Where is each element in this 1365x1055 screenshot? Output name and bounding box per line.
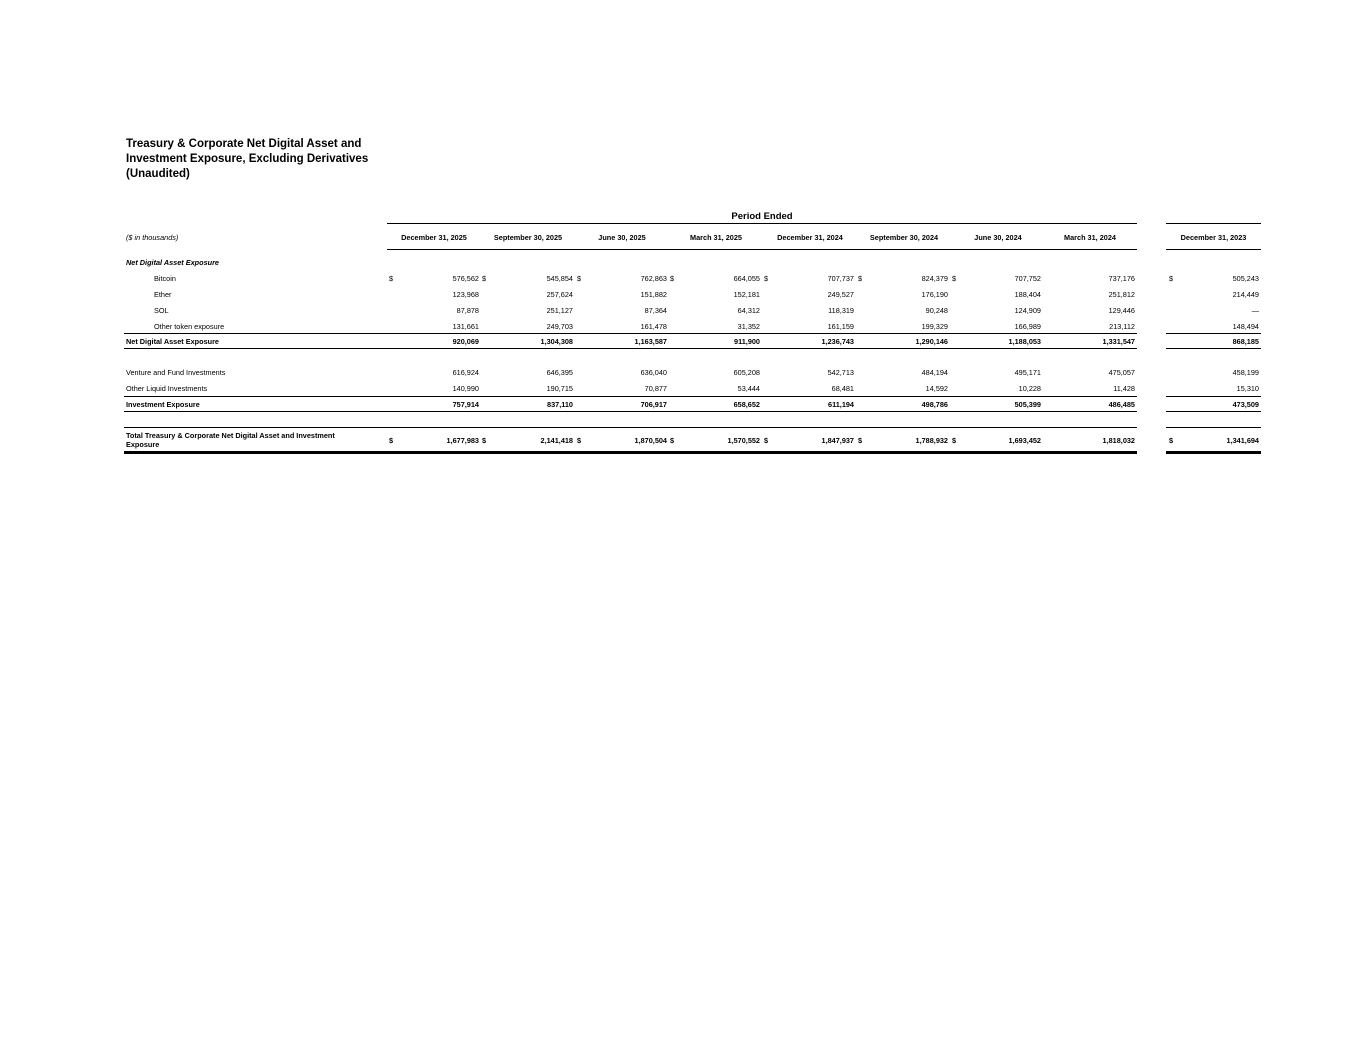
value-cell: 475,057 xyxy=(1108,368,1135,377)
currency-symbol: $ xyxy=(482,274,487,283)
column-header: December 31, 2023 xyxy=(1180,233,1247,242)
value-cell: 251,127 xyxy=(546,306,573,315)
column-header: December 31, 2024 xyxy=(777,233,843,242)
value-cell: 737,176 xyxy=(1108,274,1135,283)
value-cell: 140,990 xyxy=(452,384,479,393)
value-cell: 837,110 xyxy=(547,400,573,409)
subtotal-rule xyxy=(1166,333,1261,334)
value-cell: 70,877 xyxy=(644,384,667,393)
currency-symbol: $ xyxy=(1169,436,1174,445)
value-cell: 188,404 xyxy=(1014,290,1041,299)
value-cell: 1,677,983 xyxy=(446,436,479,445)
value-cell: 484,194 xyxy=(921,368,948,377)
column-header: June 30, 2024 xyxy=(974,233,1022,242)
subtotal-rule xyxy=(1166,348,1261,349)
value-cell: 458,199 xyxy=(1232,368,1259,377)
value-cell: 249,527 xyxy=(827,290,854,299)
period-ended-label: Period Ended xyxy=(731,211,793,222)
value-cell: 64,312 xyxy=(737,306,760,315)
value-cell: 257,624 xyxy=(546,290,573,299)
value-cell: 199,329 xyxy=(921,322,948,331)
period-rule xyxy=(387,223,1137,224)
column-header: March 31, 2024 xyxy=(1064,233,1116,242)
subtotal-rule xyxy=(124,427,1137,428)
subtotal-rule xyxy=(124,396,1137,397)
subtotal-rule xyxy=(124,411,1137,412)
value-cell: 1,290,146 xyxy=(915,337,948,346)
value-cell: 1,163,587 xyxy=(634,337,667,346)
currency-symbol: $ xyxy=(952,274,957,283)
value-cell: 868,185 xyxy=(1232,337,1259,346)
column-header: December 31, 2025 xyxy=(401,233,467,242)
subtotal-rule xyxy=(1166,427,1261,428)
total-double-rule xyxy=(1166,451,1261,454)
row-label: Other Liquid Investments xyxy=(126,384,208,393)
value-cell: 611,194 xyxy=(828,400,854,409)
value-cell: 486,485 xyxy=(1108,400,1135,409)
value-cell: 11,428 xyxy=(1113,384,1135,393)
value-cell: 87,878 xyxy=(456,306,479,315)
value-cell: 251,812 xyxy=(1108,290,1135,299)
value-cell: 646,395 xyxy=(546,368,573,377)
value-cell: 473,509 xyxy=(1232,400,1259,409)
table-row xyxy=(0,431,1365,450)
value-cell: 148,494 xyxy=(1232,322,1259,331)
subtotal-rule xyxy=(124,333,1137,334)
value-cell: 757,914 xyxy=(452,400,479,409)
header-rule xyxy=(387,249,1137,250)
column-header: March 31, 2025 xyxy=(690,233,742,242)
currency-symbol: $ xyxy=(389,274,394,283)
currency-symbol: $ xyxy=(670,274,675,283)
value-cell: 1,570,552 xyxy=(727,436,760,445)
report-title xyxy=(126,137,406,182)
value-cell: 542,713 xyxy=(827,368,854,377)
title-line: (Unaudited) xyxy=(126,168,190,180)
value-cell: 161,159 xyxy=(827,322,854,331)
value-cell: 505,243 xyxy=(1232,274,1259,283)
subtotal-rule xyxy=(1166,396,1261,397)
value-cell: 15,310 xyxy=(1236,384,1259,393)
value-cell: 576,562 xyxy=(452,274,479,283)
section-heading: Net Digital Asset Exposure xyxy=(126,258,219,267)
value-cell: 31,352 xyxy=(737,322,760,331)
currency-symbol: $ xyxy=(577,436,582,445)
value-cell: 161,478 xyxy=(640,322,667,331)
table-row xyxy=(0,368,1365,382)
currency-symbol: $ xyxy=(858,274,863,283)
header-rule xyxy=(1166,249,1261,250)
value-cell: 505,399 xyxy=(1014,400,1041,409)
value-cell: 68,481 xyxy=(831,384,854,393)
value-cell: 176,190 xyxy=(921,290,948,299)
currency-symbol: $ xyxy=(1169,274,1174,283)
row-label: Investment Exposure xyxy=(126,400,200,409)
value-cell: 636,040 xyxy=(640,368,667,377)
currency-symbol: $ xyxy=(858,436,863,445)
value-cell: 90,248 xyxy=(925,306,948,315)
row-label: Ether xyxy=(154,290,172,299)
title-line: Investment Exposure, Excluding Derivatives xyxy=(126,153,369,165)
value-cell: 14,592 xyxy=(925,384,948,393)
prior-period-rule xyxy=(1166,223,1261,224)
value-cell: 123,968 xyxy=(452,290,479,299)
currency-symbol: $ xyxy=(577,274,582,283)
value-cell: 131,661 xyxy=(452,322,479,331)
subtotal-rule xyxy=(1166,411,1261,412)
value-cell: 124,909 xyxy=(1014,306,1041,315)
value-cell: 1,331,547 xyxy=(1102,337,1135,346)
value-cell: 1,847,937 xyxy=(821,436,854,445)
value-cell: 498,786 xyxy=(921,400,948,409)
value-cell: 707,737 xyxy=(827,274,854,283)
column-header: June 30, 2025 xyxy=(598,233,646,242)
table-row xyxy=(0,290,1365,304)
currency-symbol: $ xyxy=(389,436,394,445)
currency-symbol: $ xyxy=(764,436,769,445)
value-cell: 762,863 xyxy=(640,274,667,283)
value-cell: 10,228 xyxy=(1018,384,1041,393)
currency-symbol: $ xyxy=(482,436,487,445)
value-cell: 658,652 xyxy=(733,400,760,409)
value-cell: 911,900 xyxy=(734,337,760,346)
value-cell: — xyxy=(1251,306,1259,315)
value-cell: 213,112 xyxy=(1109,322,1135,331)
value-cell: 664,055 xyxy=(733,274,760,283)
row-label-line: Exposure xyxy=(126,440,160,449)
value-cell: 824,379 xyxy=(921,274,948,283)
row-label: Venture and Fund Investments xyxy=(126,368,226,377)
value-cell: 190,715 xyxy=(546,384,573,393)
row-label-line: Total Treasury & Corporate Net Digital Asset and Investment xyxy=(126,431,335,440)
value-cell: 1,236,743 xyxy=(821,337,854,346)
value-cell: 707,752 xyxy=(1014,274,1041,283)
value-cell: 1,870,504 xyxy=(634,436,667,445)
units-label: ($ in thousands) xyxy=(126,233,179,242)
value-cell: 1,788,932 xyxy=(915,436,948,445)
row-label: SOL xyxy=(154,306,169,315)
row-label xyxy=(126,431,335,449)
value-cell: 616,924 xyxy=(452,368,479,377)
column-header: September 30, 2025 xyxy=(493,233,563,242)
value-cell: 1,304,308 xyxy=(540,337,573,346)
value-cell: 249,703 xyxy=(546,322,573,331)
value-cell: 1,818,032 xyxy=(1102,436,1135,445)
value-cell: 1,188,053 xyxy=(1008,337,1041,346)
value-cell: 706,917 xyxy=(640,400,667,409)
value-cell: 1,693,452 xyxy=(1008,436,1041,445)
value-cell: 605,208 xyxy=(733,368,760,377)
currency-symbol: $ xyxy=(764,274,769,283)
total-double-rule xyxy=(124,451,1137,454)
subtotal-rule xyxy=(124,348,1137,349)
value-cell: 129,446 xyxy=(1108,306,1135,315)
value-cell: 545,854 xyxy=(546,274,573,283)
table-row xyxy=(0,274,1365,288)
currency-symbol: $ xyxy=(952,436,957,445)
row-label: Other token exposure xyxy=(154,322,225,331)
value-cell: 87,364 xyxy=(644,306,667,315)
row-label: Bitcoin xyxy=(154,274,176,283)
value-cell: 214,449 xyxy=(1232,290,1259,299)
title-line: Treasury & Corporate Net Digital Asset and xyxy=(126,138,362,150)
value-cell: 151,882 xyxy=(640,290,667,299)
value-cell: 2,141,418 xyxy=(540,436,573,445)
column-header: September 30, 2024 xyxy=(869,233,939,242)
row-label: Net Digital Asset Exposure xyxy=(126,337,219,346)
value-cell: 1,341,694 xyxy=(1226,436,1259,445)
value-cell: 495,171 xyxy=(1014,368,1041,377)
currency-symbol: $ xyxy=(670,436,675,445)
value-cell: 53,444 xyxy=(737,384,760,393)
value-cell: 920,069 xyxy=(452,337,479,346)
value-cell: 152,181 xyxy=(733,290,760,299)
value-cell: 166,989 xyxy=(1014,322,1041,331)
value-cell: 118,319 xyxy=(828,306,854,315)
table-row xyxy=(0,306,1365,320)
